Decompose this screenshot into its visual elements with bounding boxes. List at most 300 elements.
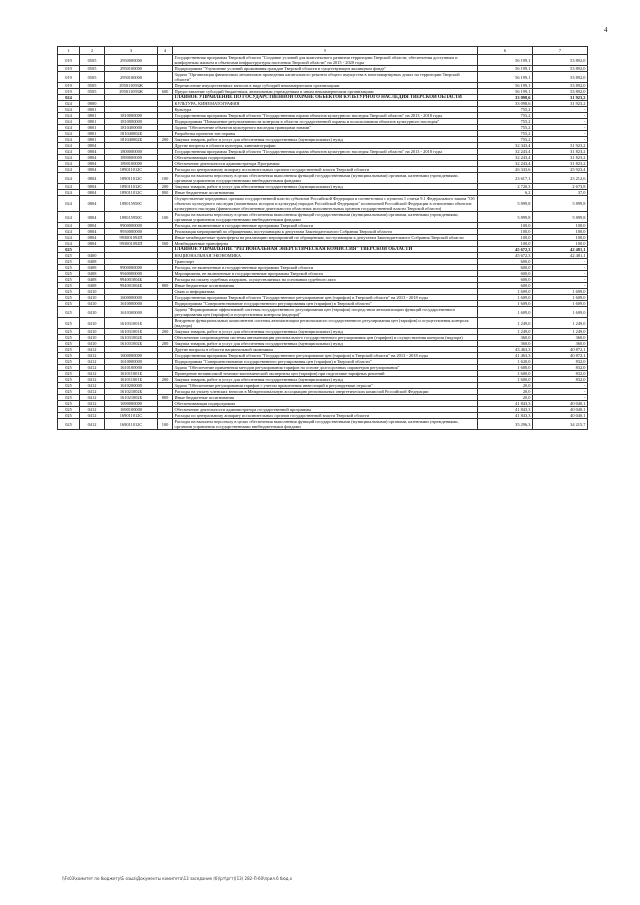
cell-name: Расходы по центральному аппарату исполнительных органов государственной власти Тверской области — [173, 167, 478, 173]
cell-name: Расходы, не включенные в государственные программы Тверской области — [173, 223, 478, 229]
cell-amount-year2: 31 823,2 — [533, 155, 588, 161]
cell-section: 0505 — [80, 72, 105, 83]
cell-amount-year2: 40 872,1 — [533, 347, 588, 353]
cell-section: 0410 — [80, 301, 105, 307]
cell-ministry: 025 — [58, 359, 80, 365]
cell-section: 0804 — [80, 173, 105, 184]
cell-section: 0801 — [80, 119, 105, 125]
cell-ministry: 025 — [58, 371, 80, 377]
cell-amount-year1: 33 098,6 — [478, 95, 533, 101]
cell-amount-year2: 832,0 — [533, 365, 588, 371]
cell-amount-year2: 53 892,0 — [533, 83, 588, 89]
cell-amount-year1: 41 463,3 — [478, 353, 533, 359]
cell-name: Обеспечение деятельности администратора Программы — [173, 161, 478, 167]
cell-expense-type: 500 — [158, 241, 173, 247]
cell-ministry: 025 — [58, 247, 80, 253]
cell-target-code: 161031002Б — [105, 335, 158, 341]
cell-target-code: 2950100000 — [105, 72, 158, 83]
cell-target-code: 189011012С — [105, 173, 158, 184]
cell-section: 0410 — [80, 318, 105, 329]
cell-ministry: 019 — [58, 83, 80, 89]
cell-name: ГЛАВНОЕ УПРАВЛЕНИЕ "РЕГИОНАЛЬНАЯ ЭНЕРГЕТИЧЕСКАЯ КОМИССИЯ" ТВЕРСКОЙ ОБЛАСТИ — [173, 247, 478, 253]
cell-name: Связь и информатика — [173, 289, 478, 295]
cell-amount-year1: 1 249,0 — [478, 318, 533, 329]
cell-name: НАЦИОНАЛЬНАЯ ЭКОНОМИКА — [173, 253, 478, 259]
cell-ministry: 019 — [58, 55, 80, 66]
cell-amount-year2: 5 899,8 — [533, 196, 588, 212]
cell-expense-type — [158, 196, 173, 212]
cell-ministry: 024 — [58, 241, 80, 247]
cell-name: Другие вопросы в области культуры, кинематографии — [173, 143, 478, 149]
cell-section: 0410 — [80, 289, 105, 295]
table-row — [58, 55, 588, 66]
column-header: 4 — [158, 47, 173, 55]
cell-amount-year1: 1 600,0 — [478, 371, 533, 377]
cell-amount-year1: 32 243,4 — [478, 149, 533, 155]
cell-ministry: 024 — [58, 113, 80, 119]
cell-target-code: 9930000000 — [105, 229, 158, 235]
cell-name: Перечисление имущественных взносов в виде субсидий некоммерческим организациям — [173, 83, 478, 89]
cell-amount-year1: 45 672,3 — [478, 247, 533, 253]
cell-name: ГЛАВНОЕ УПРАВЛЕНИЕ ПО ГОСУДАРСТВЕННОЙ ОХРАНЕ ОБЪЕКТОВ КУЛЬТУРНОГО НАСЛЕДИЯ ТВЕРСКОЙ ОБЛАСТИ — [173, 95, 478, 101]
cell-target-code: 1600000000 — [105, 353, 158, 359]
cell-section: 0410 — [80, 295, 105, 301]
cell-ministry: 025 — [58, 407, 80, 413]
cell-name: Обеспечение сопровождения системы автоматизации регионального государственного регулирования цен (тарифов) и осуществления контроля (надзора) — [173, 335, 478, 341]
cell-ministry: 025 — [58, 353, 80, 359]
cell-target-code: 1810400000 — [105, 125, 158, 131]
cell-name: Подпрограмма "Улучшение условий проживания граждан Тверской области в существующем жилищном фонде" — [173, 66, 478, 72]
cell-ministry: 024 — [58, 137, 80, 143]
cell-target-code: 181040002Б — [105, 137, 158, 143]
cell-ministry: 025 — [58, 401, 80, 407]
cell-amount-year1: 20,0 — [478, 383, 533, 389]
cell-target-code: 1610300000 — [105, 307, 158, 318]
cell-amount-year1: 1 600,0 — [478, 365, 533, 371]
cell-amount-year2: 1 609,0 — [533, 301, 588, 307]
cell-name: Подпрограмма "Совершенствование государственного регулирования цен (тарифов) в Тверской области" — [173, 301, 478, 307]
budget-table — [57, 46, 588, 430]
cell-ministry: 024 — [58, 223, 80, 229]
cell-section: 0804 — [80, 196, 105, 212]
cell-target-code: 1890000000 — [105, 155, 158, 161]
cell-ministry: 024 — [58, 184, 80, 190]
cell-name: Другие вопросы в области национальной экономики — [173, 347, 478, 353]
cell-amount-year2: - — [533, 277, 588, 283]
cell-section: 0800 — [80, 101, 105, 107]
cell-amount-year2: 360,0 — [533, 335, 588, 341]
cell-section: 0505 — [80, 89, 105, 95]
cell-section: 0412 — [80, 401, 105, 407]
cell-target-code: 1690000000 — [105, 401, 158, 407]
cell-ministry: 025 — [58, 271, 80, 277]
cell-section: 0410 — [80, 329, 105, 335]
cell-ministry: 024 — [58, 173, 80, 184]
cell-amount-year1: 56 199,1 — [478, 72, 533, 83]
cell-amount-year1: 41 843,3 — [478, 407, 533, 413]
cell-target-code: 1810000000 — [105, 113, 158, 119]
cell-section: 0801 — [80, 137, 105, 143]
cell-amount-year1: 35 296,3 — [478, 419, 533, 430]
cell-amount-year2: - — [533, 271, 588, 277]
cell-target-code: 1690100000 — [105, 407, 158, 413]
cell-amount-year2: 40 040,1 — [533, 401, 588, 407]
cell-amount-year2: 31 823,2 — [533, 149, 588, 155]
cell-name: Государственная программа Тверской области "Государственное регулирование цен (тарифов) в Тверской области" на 2013 - 2018 годы — [173, 295, 478, 301]
cell-amount-year2: 40 040,1 — [533, 407, 588, 413]
cell-amount-year2: 23 212,6 — [533, 173, 588, 184]
cell-target-code: 169011012С — [105, 413, 158, 419]
cell-section: 0412 — [80, 413, 105, 419]
cell-amount-year1: 360,0 — [478, 341, 533, 347]
cell-target-code: 161021002Б — [105, 389, 158, 395]
cell-ministry: 024 — [58, 107, 80, 113]
cell-amount-year2: 832,0 — [533, 377, 588, 383]
cell-ministry: 025 — [58, 341, 80, 347]
column-header: 6 — [478, 47, 533, 55]
cell-target-code: 2950100000 — [105, 66, 158, 72]
cell-name: Расходы, не включенные в государственные программы Тверской области — [173, 265, 478, 271]
cell-amount-year1: 23 617,1 — [478, 173, 533, 184]
cell-amount-year1: 755,2 — [478, 137, 533, 143]
cell-amount-year2: - — [533, 383, 588, 389]
cell-amount-year1: 600,0 — [478, 265, 533, 271]
cell-name: Иные межбюджетные трансферты на реализацию мероприятий по обращениям, поступающим к депутатам Законодательного Собрания Тверской области — [173, 235, 478, 241]
cell-ministry: 025 — [58, 395, 80, 401]
cell-amount-year2: 31 923,2 — [533, 101, 588, 107]
cell-target-code: 993001092П — [105, 235, 158, 241]
cell-amount-year2: 100,0 — [533, 223, 588, 229]
cell-target-code: 161031001Б — [105, 329, 158, 335]
cell-amount-year2: 37,0 — [533, 190, 588, 196]
cell-expense-type — [158, 72, 173, 83]
cell-target-code: 189011012С — [105, 167, 158, 173]
cell-section: 0804 — [80, 155, 105, 161]
cell-amount-year2: - — [533, 107, 588, 113]
cell-section: 0408 — [80, 259, 105, 265]
cell-section: 0804 — [80, 212, 105, 223]
cell-section: 0804 — [80, 184, 105, 190]
cell-amount-year1: 41 843,3 — [478, 401, 533, 407]
cell-amount-year2: 53 892,0 — [533, 55, 588, 66]
cell-amount-year1: 1 620,0 — [478, 359, 533, 365]
cell-section: 0412 — [80, 371, 105, 377]
cell-target-code: 161031001Б — [105, 318, 158, 329]
cell-name: Закупка товаров, работ и услуг для обеспечения государственных (муниципальных) нужд — [173, 137, 478, 143]
cell-name: Государственная программа Тверской области "Государственная охрана объектов культурного наследия Тверской области" на 2013 - 2018 годы — [173, 149, 478, 155]
cell-amount-year2: 1 249,0 — [533, 329, 588, 335]
cell-ministry: 025 — [58, 419, 80, 430]
cell-target-code: 1610200000 — [105, 383, 158, 389]
cell-amount-year2: 40 872,1 — [533, 353, 588, 359]
cell-target-code: 169011012С — [105, 419, 158, 430]
cell-expense-type — [158, 55, 173, 66]
cell-section: 0412 — [80, 389, 105, 395]
cell-name: Предоставление субсидий бюджетным, автономным учреждениям и иным некоммерческим организациям — [173, 89, 478, 95]
cell-target-code: 1890100000 — [105, 161, 158, 167]
cell-expense-type: 100 — [158, 419, 173, 430]
cell-target-code: 1610100000 — [105, 365, 158, 371]
cell-name: Расходы по центральному аппарату исполнительных органов государственной власти Тверской области — [173, 413, 478, 419]
cell-section: 0804 — [80, 229, 105, 235]
cell-amount-year1: 32 243,4 — [478, 161, 533, 167]
cell-name: Задача "Обеспечение регулирования тарифов с учетом привлечения инвестиций в регулируемые отрасли" — [173, 383, 478, 389]
cell-amount-year1: 2 720,3 — [478, 184, 533, 190]
table-row — [58, 173, 588, 184]
cell-amount-year2: 5 899,8 — [533, 212, 588, 223]
cell-amount-year2: 40 040,1 — [533, 413, 588, 419]
cell-ministry: 019 — [58, 66, 80, 72]
cell-name: Расходы на выплаты персоналу в целях обеспечения выполнения функций государственными (муниципальными) органами, казенными учреждениями, органами управления государственными внебюджетными фондами — [173, 173, 478, 184]
cell-amount-year1: 100,0 — [478, 235, 533, 241]
cell-amount-year1: 32 343,4 — [478, 143, 533, 149]
cell-name: Закупка товаров, работ и услуг для обеспечения государственных (муниципальных) нужд — [173, 184, 478, 190]
cell-ministry: 025 — [58, 265, 80, 271]
cell-target-code: 994001004Б — [105, 277, 158, 283]
cell-target-code: 9940000000 — [105, 271, 158, 277]
cell-amount-year2: - — [533, 395, 588, 401]
cell-target-code: 1610000000 — [105, 301, 158, 307]
cell-ministry: 024 — [58, 229, 80, 235]
cell-target-code: 189015950С — [105, 196, 158, 212]
cell-amount-year1: 33 098,6 — [478, 101, 533, 107]
cell-ministry: 024 — [58, 131, 80, 137]
cell-section: 0412 — [80, 359, 105, 365]
cell-amount-year2: 53 892,0 — [533, 89, 588, 95]
cell-section: 0412 — [80, 395, 105, 401]
cell-name: Межбюджетные трансферты — [173, 241, 478, 247]
cell-ministry: 024 — [58, 212, 80, 223]
cell-amount-year1: 5 899,8 — [478, 196, 533, 212]
column-header: 1 — [58, 47, 80, 55]
cell-expense-type — [158, 307, 173, 318]
cell-amount-year2: 25 923,4 — [533, 167, 588, 173]
cell-expense-type: 100 — [158, 212, 173, 223]
cell-section: 0410 — [80, 335, 105, 341]
cell-amount-year2: - — [533, 113, 588, 119]
cell-name: Расходы на выплаты персоналу в целях обеспечения выполнения функций государственными (муниципальными) органами, казенными учреждениями, органами управления государственными внебюджетными фондами — [173, 212, 478, 223]
cell-section: 0412 — [80, 347, 105, 353]
column-header: 2 — [80, 47, 105, 55]
cell-ministry: 025 — [58, 389, 80, 395]
cell-section: 0804 — [80, 149, 105, 155]
cell-name: Расходы на оплату судебных издержек, осуществляемых на основании судебного акта — [173, 277, 478, 283]
cell-name: Иные бюджетные ассигнования — [173, 283, 478, 289]
cell-ministry: 025 — [58, 253, 80, 259]
cell-section: 0804 — [80, 143, 105, 149]
cell-amount-year1: 43 463,3 — [478, 347, 533, 353]
cell-section: 0804 — [80, 223, 105, 229]
cell-name: Реализация мероприятий по обращениям, поступающим к депутатам Законодательного Собрания Тверской области — [173, 229, 478, 235]
cell-amount-year2: 31 923,2 — [533, 143, 588, 149]
cell-ministry: 024 — [58, 101, 80, 107]
cell-name: Разработка проектов зон охраны — [173, 131, 478, 137]
cell-name: Закупка товаров, работ и услуг для обеспечения государственных (муниципальных) нужд — [173, 341, 478, 347]
cell-section: 0505 — [80, 83, 105, 89]
cell-section: 0412 — [80, 365, 105, 371]
cell-ministry: 024 — [58, 196, 80, 212]
cell-ministry: 024 — [58, 125, 80, 131]
cell-section: 0804 — [80, 235, 105, 241]
column-header: 5 — [173, 47, 478, 55]
cell-amount-year2: - — [533, 283, 588, 289]
cell-name: Задача "Формирование эффективной системы государственного регулирования цен (тарифов) посредством автоматизации функций государственного регулирования цен (тарифов) и осуществления контроля (надзора)" — [173, 307, 478, 318]
cell-ministry: 025 — [58, 301, 80, 307]
cell-amount-year1: 45 672,3 — [478, 253, 533, 259]
cell-name: Обеспечивающая подпрограмма — [173, 401, 478, 407]
cell-name: Расходы на уплату членских взносов в Межрегиональную ассоциацию региональных энергетических комиссий Российской Федерации — [173, 389, 478, 395]
cell-amount-year1: 41 843,3 — [478, 413, 533, 419]
cell-amount-year2: - — [533, 259, 588, 265]
cell-ministry: 024 — [58, 149, 80, 155]
cell-amount-year2: 100,0 — [533, 241, 588, 247]
cell-name: Государственная программа Тверской области "Создание условий для комплексного развития территории Тверской области, обеспечения доступным и комфортным жильем и объектами инфраструктуры населения Тверской области" на 2015 - 2020 годы — [173, 55, 478, 66]
cell-section: 0505 — [80, 55, 105, 66]
cell-amount-year1: 1 609,0 — [478, 307, 533, 318]
cell-ministry: 025 — [58, 413, 80, 419]
cell-amount-year1: 26 343,6 — [478, 167, 533, 173]
cell-amount-year1: 56 199,1 — [478, 83, 533, 89]
cell-ministry: 025 — [58, 283, 80, 289]
file-path-footer: \\Fs03\комитет по бюджету\Б озыа\Документы комитета\13 заседание (б)\рт\ргт)(13) 282-П-60\прил.6 бюд.х — [62, 876, 293, 881]
cell-amount-year2: - — [533, 131, 588, 137]
cell-ministry: 025 — [58, 277, 80, 283]
cell-amount-year1: 755,2 — [478, 125, 533, 131]
cell-amount-year1: 20,0 — [478, 395, 533, 401]
cell-target-code: 161031002Б — [105, 341, 158, 347]
cell-amount-year2: 100,0 — [533, 235, 588, 241]
cell-amount-year2: 1 609,0 — [533, 295, 588, 301]
cell-target-code: 994001004Б — [105, 283, 158, 289]
cell-name: Закупка товаров, работ и услуг для обеспечения государственных (муниципальных) нужд — [173, 329, 478, 335]
cell-target-code: 1600000000 — [105, 295, 158, 301]
cell-amount-year2: 2 673,8 — [533, 184, 588, 190]
cell-name: Подпрограмма "Совершенствование государственного регулирования цен (тарифов) в Тверской области" — [173, 359, 478, 365]
cell-name: Проведение независимой технико-экономической экспертизы цен (тарифов) при подготовке тарифных решений — [173, 371, 478, 377]
cell-ministry: 024 — [58, 235, 80, 241]
cell-amount-year1: 100,0 — [478, 229, 533, 235]
cell-ministry: 025 — [58, 295, 80, 301]
cell-name: Задача "Организация финансовых механизмов проведения капитального ремонта общего имущества в многоквартирных домах на территории Тверской области" — [173, 72, 478, 83]
cell-name: Задача "Обеспечение применения методов регулирования тарифов на основе долгосрочных параметров регулирования" — [173, 365, 478, 371]
cell-section: 0412 — [80, 383, 105, 389]
cell-section: 0412 — [80, 353, 105, 359]
cell-amount-year1: 755,2 — [478, 107, 533, 113]
table-row — [58, 212, 588, 223]
table-row — [58, 318, 588, 329]
cell-expense-type: 800 — [158, 190, 173, 196]
cell-target-code: 1800000000 — [105, 149, 158, 155]
cell-ministry: 024 — [58, 143, 80, 149]
cell-target-code: 1610000000 — [105, 359, 158, 365]
cell-amount-year1: 755,2 — [478, 131, 533, 137]
cell-ministry: 025 — [58, 318, 80, 329]
cell-section: 0408 — [80, 283, 105, 289]
cell-amount-year1: 360,0 — [478, 335, 533, 341]
table-row — [58, 72, 588, 83]
cell-amount-year1: 32 243,4 — [478, 155, 533, 161]
cell-target-code: 189011012С — [105, 184, 158, 190]
cell-target-code: 993001092П — [105, 241, 158, 247]
cell-amount-year2: 42 481,1 — [533, 247, 588, 253]
cell-expense-type: 200 — [158, 184, 173, 190]
cell-section: 0804 — [80, 167, 105, 173]
cell-ministry: 025 — [58, 307, 80, 318]
cell-target-code: 161011001Б — [105, 371, 158, 377]
table-row — [58, 196, 588, 212]
cell-name: Культура — [173, 107, 478, 113]
cell-name: Закупка товаров, работ и услуг для обеспечения государственных (муниципальных) нужд — [173, 377, 478, 383]
cell-ministry: 025 — [58, 329, 80, 335]
cell-target-code: 189015950С — [105, 212, 158, 223]
cell-amount-year2: 34 215,7 — [533, 419, 588, 430]
cell-name: Государственная программа Тверской области "Государственное регулирование цен (тарифов) в Тверской области" на 2013 - 2018 годы — [173, 353, 478, 359]
cell-section: 0412 — [80, 377, 105, 383]
cell-amount-year1: 600,0 — [478, 283, 533, 289]
cell-name: Задача "Обеспечение объектов культурного наследия границами зонами" — [173, 125, 478, 131]
page-mark: 4 — [604, 26, 608, 34]
cell-expense-type: 200 — [158, 377, 173, 383]
cell-amount-year1: 600,0 — [478, 259, 533, 265]
cell-amount-year2: 1 249,0 — [533, 318, 588, 329]
cell-expense-type: 100 — [158, 173, 173, 184]
cell-section: 0804 — [80, 190, 105, 196]
cell-ministry: 019 — [58, 89, 80, 95]
cell-expense-type: 200 — [158, 341, 173, 347]
cell-amount-year1: 6,2 — [478, 190, 533, 196]
cell-amount-year2: 53 892,0 — [533, 66, 588, 72]
cell-section: 0408 — [80, 271, 105, 277]
cell-amount-year2: - — [533, 137, 588, 143]
cell-target-code: 295011093Ж — [105, 83, 158, 89]
cell-ministry: 025 — [58, 335, 80, 341]
cell-section: 0410 — [80, 341, 105, 347]
cell-amount-year2: 832,0 — [533, 359, 588, 365]
cell-amount-year1: 56 199,1 — [478, 66, 533, 72]
cell-name: Иные бюджетные ассигнования — [173, 395, 478, 401]
cell-amount-year2: 53 892,0 — [533, 72, 588, 83]
cell-amount-year1: 1 609,0 — [478, 301, 533, 307]
cell-target-code: 9900000000 — [105, 265, 158, 271]
cell-ministry: 024 — [58, 190, 80, 196]
cell-section: 0801 — [80, 125, 105, 131]
cell-amount-year2: 31 823,2 — [533, 161, 588, 167]
cell-amount-year1: 755,2 — [478, 113, 533, 119]
cell-name: Транспорт — [173, 259, 478, 265]
cell-target-code: 161021002Б — [105, 395, 158, 401]
cell-target-code: 9900000000 — [105, 223, 158, 229]
cell-amount-year1: 1 609,0 — [478, 289, 533, 295]
cell-amount-year1: 1 609,0 — [478, 295, 533, 301]
cell-section: 0801 — [80, 113, 105, 119]
cell-ministry: 024 — [58, 95, 80, 101]
cell-target-code: 189011012С — [105, 190, 158, 196]
cell-expense-type: 200 — [158, 329, 173, 335]
cell-amount-year2: - — [533, 389, 588, 395]
cell-ministry: 019 — [58, 72, 80, 83]
cell-expense-type: 600 — [158, 89, 173, 95]
cell-section: 0804 — [80, 161, 105, 167]
table-row — [58, 307, 588, 318]
cell-amount-year2: 360,0 — [533, 341, 588, 347]
cell-amount-year1: 600,0 — [478, 271, 533, 277]
cell-amount-year2: 1 609,0 — [533, 307, 588, 318]
cell-section: 0408 — [80, 265, 105, 271]
cell-ministry: 024 — [58, 119, 80, 125]
cell-name: Иные бюджетные ассигнования — [173, 190, 478, 196]
cell-ministry: 024 — [58, 161, 80, 167]
cell-target-code: 2950000000 — [105, 55, 158, 66]
